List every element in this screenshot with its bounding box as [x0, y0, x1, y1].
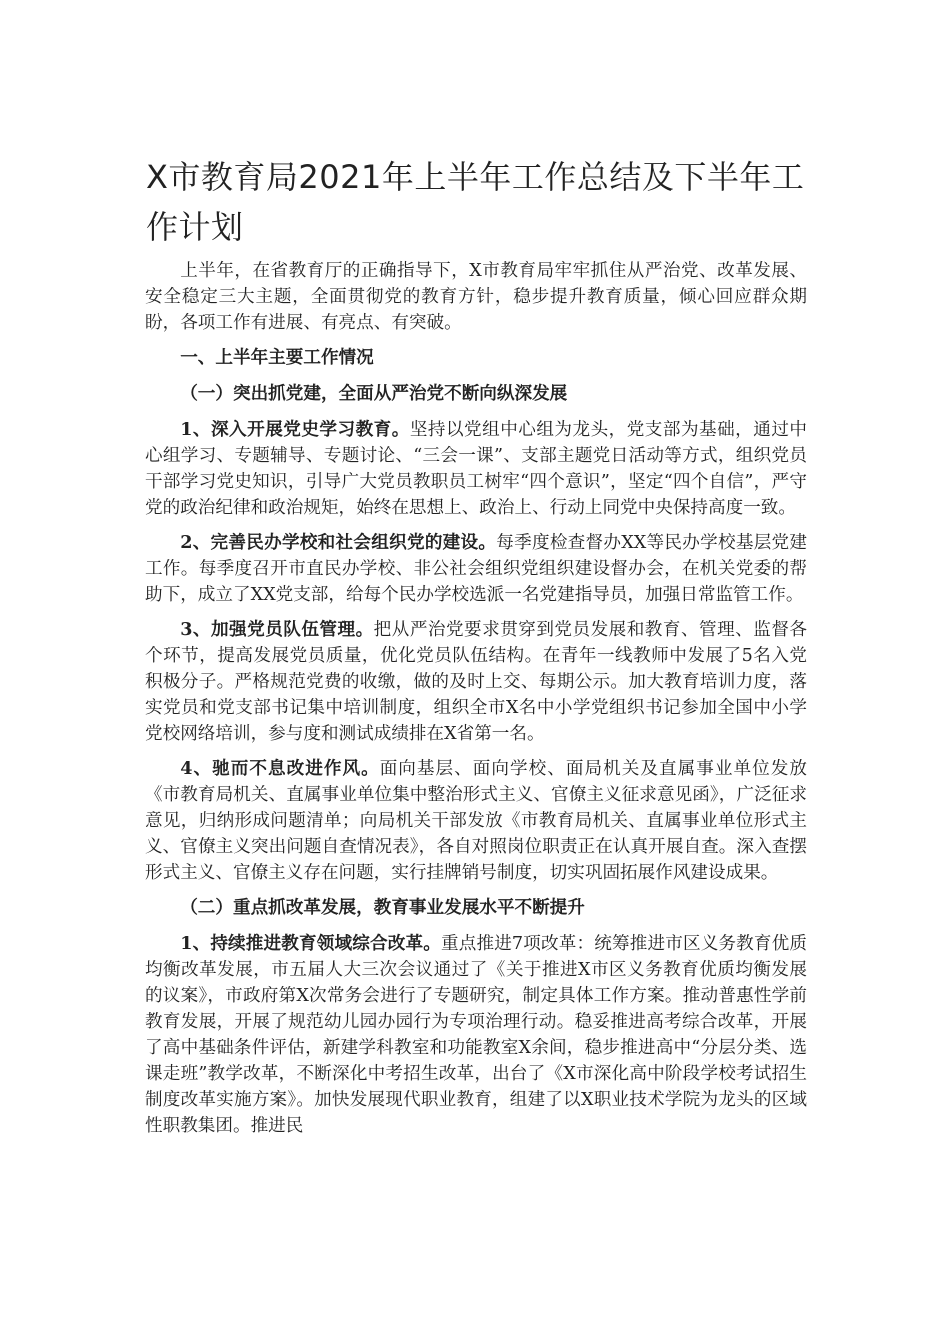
paragraph: [145, 530, 807, 608]
subsection-heading: （一）突出抓党建，全面从严治党不断向纵深发展: [180, 383, 568, 404]
paragraph-body: 重点推进7项改革：统筹推进市区义务教育优质均衡改革发展，市五届人大三次会议通过了《关于推进X市区义务教育优质均衡发展的议案》，市政府第X次常务会进行了专题研究，制定具体工作方案。推动普惠性学前教育发展，开展了规范幼儿园办园行为专项治理行动。稳妥推进高考综合改革，开展了高中基础条件评估，新建学科教室和功能教室X余间，稳步推进高中“分层分类、选课走班”教学改革，不断深化中考招生改革，出台了《X市深化高中阶段学校考试招生制度改革实施方案》。加快发展现代职业教育，组建了以X职业技术学院为龙头的区域性职教集团。推进民: [145, 934, 807, 1136]
section-heading: 一、上半年主要工作情况: [180, 347, 374, 368]
paragraph-lead: 1、持续推进教育领域综合改革。: [180, 933, 441, 954]
paragraph: [145, 617, 807, 747]
paragraph-body: 面向基层、面向学校、面局机关及直属事业单位发放《市教育局机关、直属事业单位集中整治形式主义、官僚主义征求意见函》，广泛征求意见，归纳形成问题清单；向局机关干部发放《市教育局机关、直属事业单位形式主义、官僚主义突出问题自查情况表》，各自对照岗位职责正在认真开展自查。深入查摆形式主义、官僚主义存在问题，实行挂牌销号制度，切实巩固拓展作风建设成果。: [145, 759, 807, 883]
paragraph-lead: 3、加强党员队伍管理。: [180, 619, 374, 640]
document-title: X市教育局2021年上半年工作总结及下半年工作计划: [146, 158, 805, 246]
paragraph-body: 每季度检查督办XX等民办学校基层党建工作。每季度召开市直民办学校、非公社会组织党组织建设督办会，在机关党委的帮助下，成立了XX党支部，给每个民办学校选派一名党建指导员，加强日常监管工作。: [145, 533, 807, 605]
document-body: [145, 258, 807, 1148]
paragraph-lead: 1、深入开展党史学习教育。: [180, 419, 410, 440]
paragraph-lead: 4、驰而不息改进作风。: [180, 758, 380, 779]
paragraph-body: 把从严治党要求贯穿到党员发展和教育、管理、监督各个环节，提高发展党员质量，优化党员队伍结构。在青年一线教师中发展了5名入党积极分子。严格规范党费的收缴，做的及时上交、每期公示。加大教育培训力度，落实党员和党支部书记集中培训制度，组织全市X名中小学党组织书记参加全国中小学党校网络培训，参与度和测试成绩排在X省第一名。: [145, 620, 807, 744]
intro-paragraph: 上半年，在省教育厅的正确指导下，X市教育局牢牢抓住从严治党、改革发展、安全稳定三大主题，全面贯彻党的教育方针，稳步提升教育质量，倾心回应群众期盼，各项工作有进展、有亮点、有突破。: [145, 261, 807, 333]
paragraph: [145, 931, 807, 1139]
paragraph-body: 坚持以党组中心组为龙头，党支部为基础，通过中心组学习、专题辅导、专题讨论、“三会一课”、支部主题党日活动等方式，组织党员干部学习党史知识，引导广大党员教职员工树牢“四个意识”，坚定“四个自信”，严守党的政治纪律和政治规矩，始终在思想上、政治上、行动上同党中央保持高度一致。: [145, 420, 807, 518]
subsection-heading: （二）重点抓改革发展，教育事业发展水平不断提升: [180, 897, 585, 918]
paragraph-lead: 2、完善民办学校和社会组织党的建设。: [180, 532, 497, 553]
paragraph: [145, 417, 807, 521]
paragraph: [145, 756, 807, 886]
